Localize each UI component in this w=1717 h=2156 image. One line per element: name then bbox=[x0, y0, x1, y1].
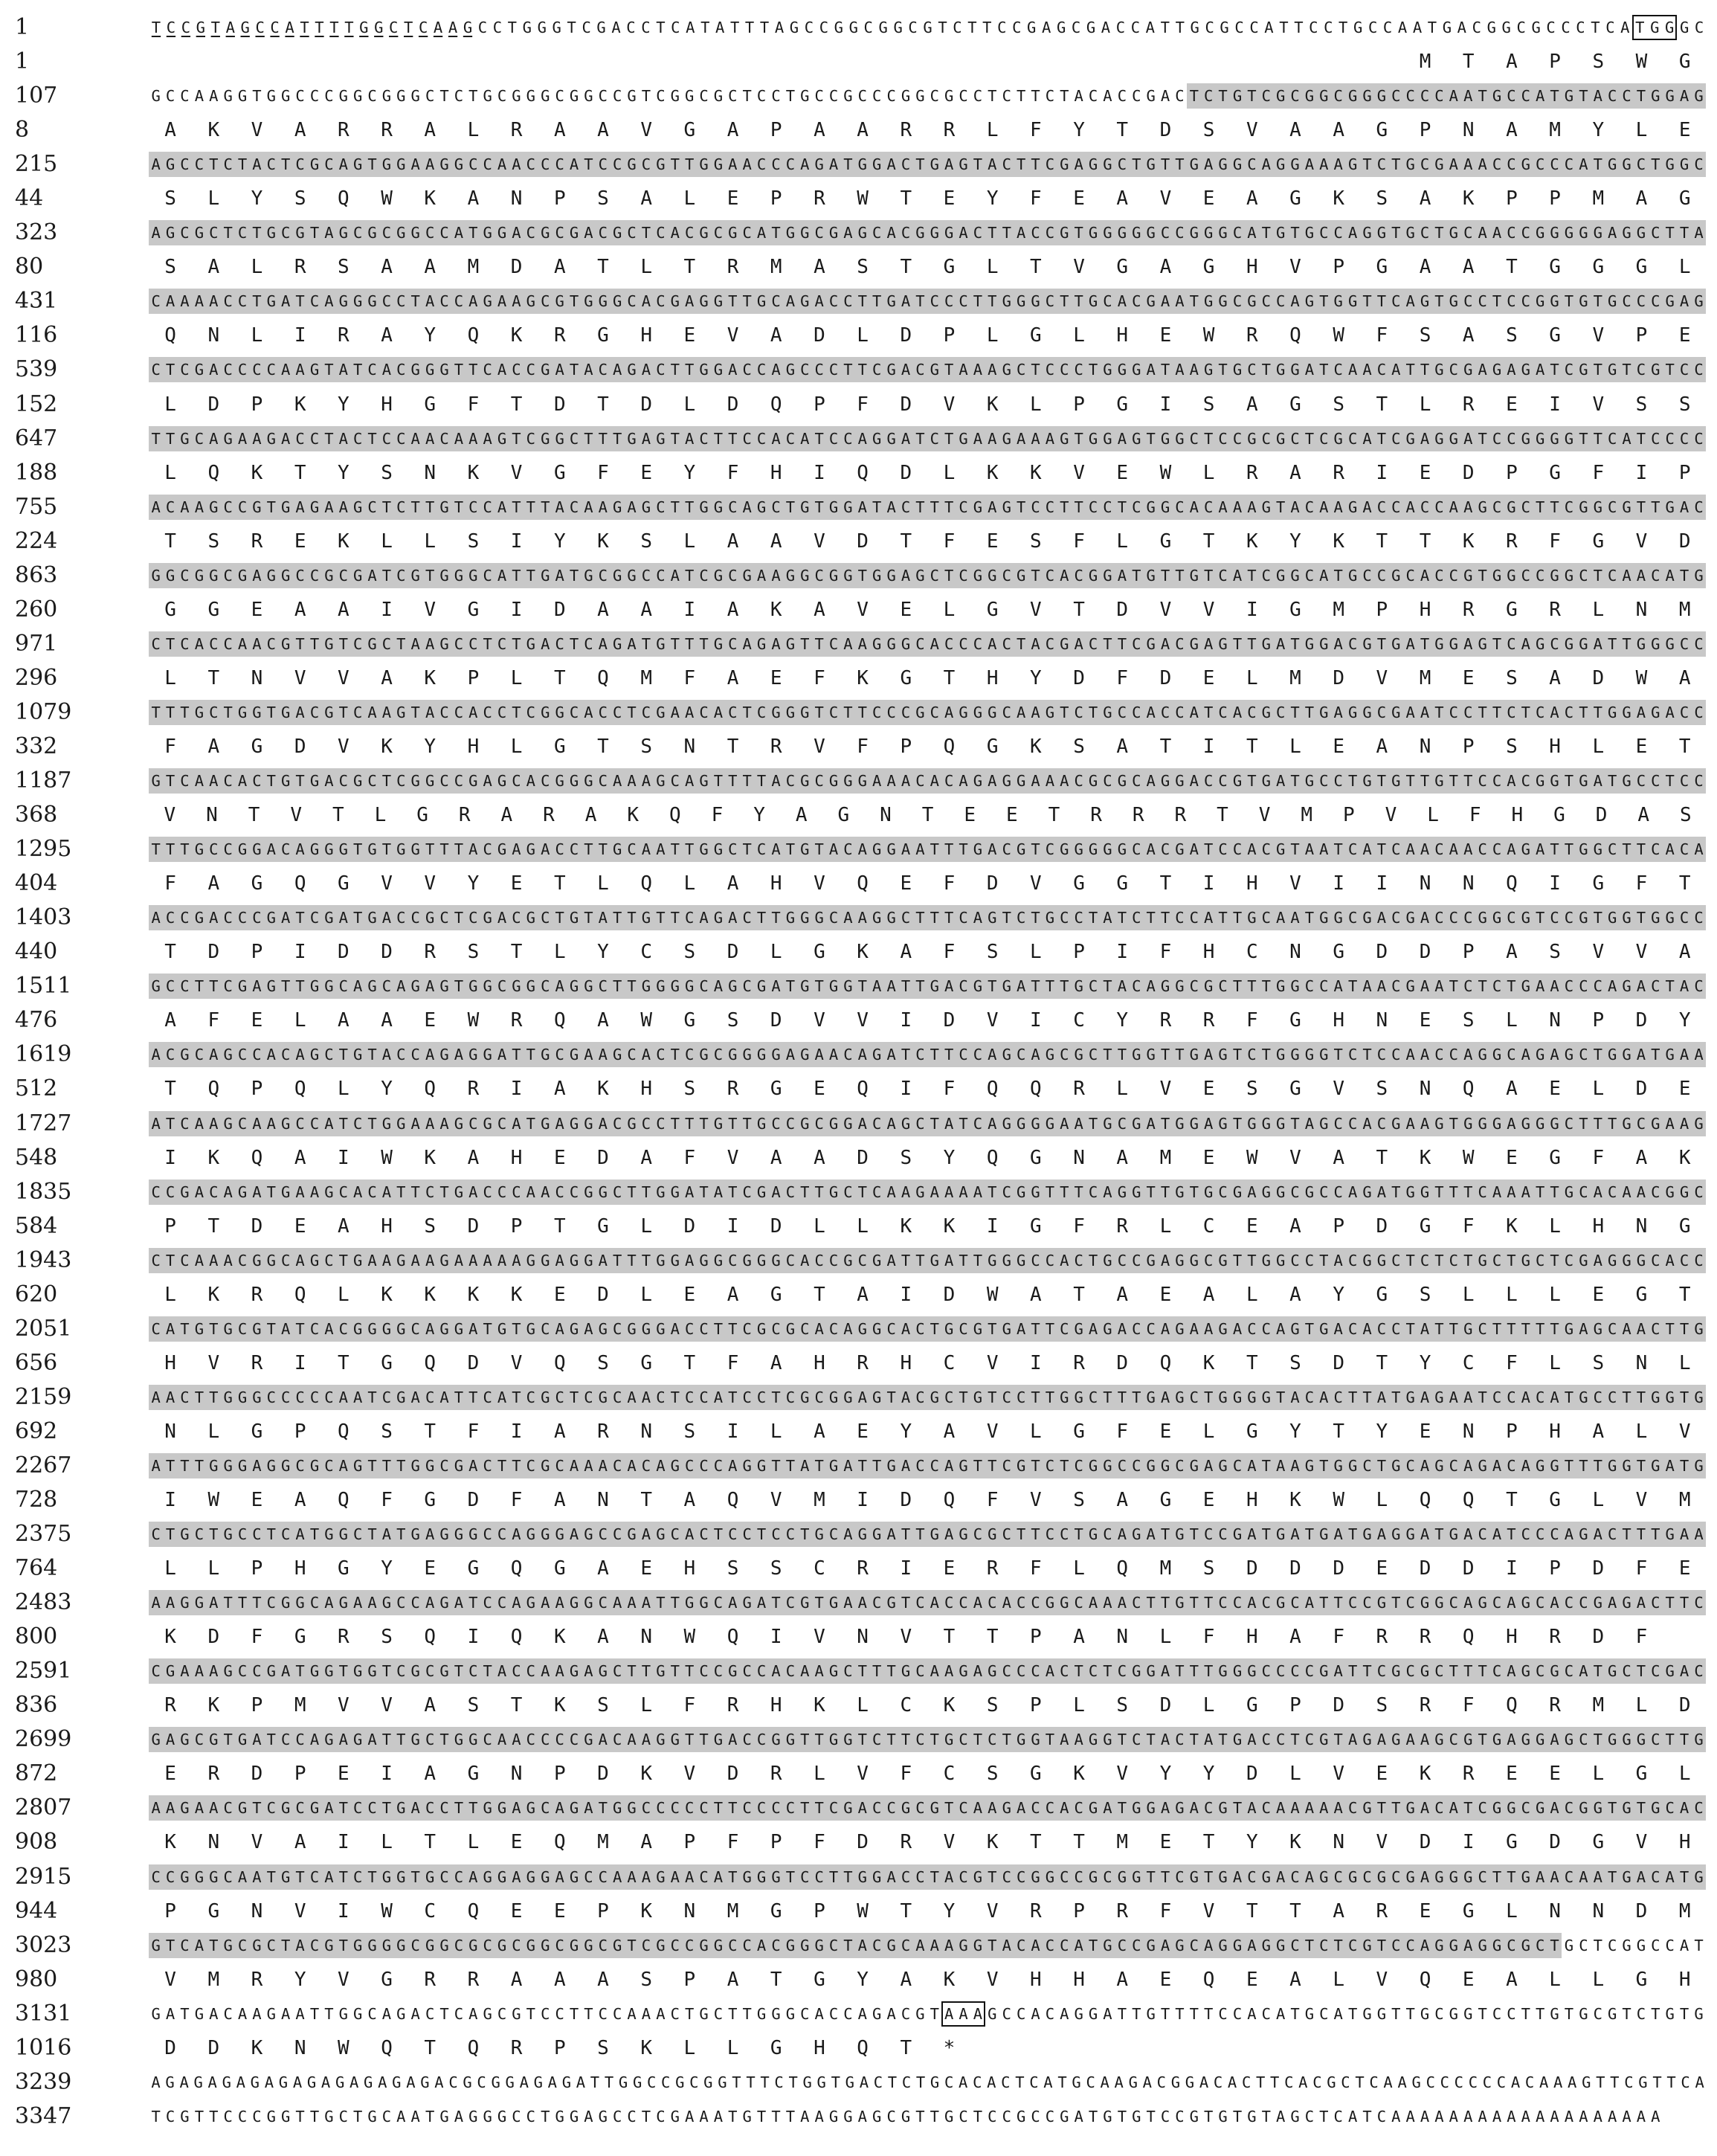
nucleotide-sequence: C C G G G C A A T G T C A T C T G G T G C C A G G A G G A G C C A A A G A A C A T G G G T C C T T G G A C C T A C G T C C G G C C G C G G T T C G T G A C G A C A G C G C G C G A G G G C T T G A A C A A T G A C A T G bbox=[149, 1864, 1707, 1890]
nucleotide-position: 1835 bbox=[15, 1178, 72, 1205]
nucleotide-sequence: A G C G C T C T G C G T A G C G C G G C C A T G G A C G C G A C G C T C A C G C G C A T G G C G A G C A C G G G A C T T A C C G T G G G G G C C G G G C A T G T G C C A G G T G C T G C A A C C G G G G G A G G C T T A bbox=[149, 220, 1707, 245]
nucleotide-row bbox=[15, 1449, 1703, 1483]
amino-acid-row bbox=[15, 1551, 1703, 1586]
nucleotide-position: 755 bbox=[15, 493, 58, 520]
amino-acid-sequence: L L P H G Y E G Q G A E H S S C R I E R F L Q M S D D D E D D I P D F E bbox=[164, 1557, 1691, 1580]
nucleotide-sequence: G C C A A G G T G G C C C G G C G G G C T C T G C G G G C G G C C G T C G G C G C T C C T G C C G C C C G G C G C C T C T T C T A C A C C G A C T C T G T C G C G G C G G G C C C C A A T G C C A T G T A C C T G G A G bbox=[149, 83, 1707, 109]
nucleotide-sequence: G A G C G T G A T C C A G A G A T T G C T G G C A A C C C C G A C A A G G T T G A C C G G T T G G T C T T C T G C T C T G G T A A G G T C T A C T A T G A C C T C G T A G A G A A G C G T G A G G A G C T G G G C T T G bbox=[149, 1727, 1707, 1752]
nucleotide-sequence: A T C A A G C A A G C C A T C T G G A A A G C G C A T G A G G A C G C C T T T G T T G C C G C G G A C A G C T A T C A G G G G A A T G C G A T G G A G T G G G T A G C C A C G A A G T G G G A G G G C T T T G C G A A G bbox=[149, 1111, 1707, 1136]
amino-acid-sequence: K N V A I L T L E Q M A P F P F D R V K T T M E T Y K N V D I G D G V H bbox=[164, 1831, 1691, 1854]
nucleotide-row bbox=[15, 2065, 1703, 2099]
nucleotide-sequence: C T C A C C A A C G T T G T C G C T A A G C C T C T G A C T C A G A T G T T T G C A G A G T T C A A G G G C A C C C A C T A C G A C T T C G A C G A G T T G A T G G A C G T G A T G G A G T C A G C G G A T T G G G C C bbox=[149, 631, 1707, 657]
residue-position: 980 bbox=[15, 1966, 58, 1992]
nucleotide-sequence: A A G G A T T T C G G C A G A A G C C A G A T C C A G A A G G C A A A T T G G C A G A T C G T G A A C G T C A C C A C A C C G G C A A A C T T G T T C C A C G C A T T C C G T C G G C A G C A G C A C C G A G A C T T C bbox=[149, 1590, 1707, 1615]
amino-acid-row bbox=[15, 181, 1703, 216]
sequence-document bbox=[15, 10, 1703, 2134]
nucleotide-sequence: T T T G C T G G T G A C G T C A A G T A C C A C C T C G G C A C C T C G A A C A C T C G G G T C T T C C C G C A G G G C A A G T C T G C C A C C A T C A C G C T T G A G G C G A A T C C T T C T C A C T T G G A G A C C bbox=[149, 700, 1707, 725]
nucleotide-row bbox=[15, 1791, 1703, 1825]
amino-acid-row bbox=[15, 1963, 1703, 1997]
residue-position: 1016 bbox=[15, 2034, 72, 2061]
nucleotide-row bbox=[15, 147, 1703, 181]
nucleotide-row bbox=[15, 969, 1703, 1003]
nucleotide-sequence: T T G C A G A A G A C C T A C T C C A A C A A A G T C G G C T T T G A G T A C T T C C A C A T C C A G G A T C T G A A G A A A G T G G A G T G G C T C C G C G C T C G C A T C G A G G A T C C G G G G T T C A T C C C C bbox=[149, 426, 1707, 451]
nucleotide-sequence: A G A G A G A G A G A G A G A G A G A G A C G C G G A G A G A T T G G C C G C G G T T T C T G G T G A C T C T G C A C A C T C A T G C A A G A C G G A C A C T T C A C G C T C A A G C C C C C C A C A A A G T T C G T T C A bbox=[151, 2073, 1704, 2091]
nucleotide-sequence: T T T G C C G G A C A G G G T G T G G T T T A C G A G A C C T T G C A A T T G G C T C A T G T A C A G G A A T T T G A C G T C G G G G G C A C G A T C C A C G T A A T C A T C A A C A A C C A G A T T G G C T T C A C A bbox=[149, 837, 1707, 862]
nucleotide-sequence: A T T T G G G A G G C G C A G T T T G G C G A C T T C G C A A A C A C A G C C C A G G T T A T G A T T G A C C A G T T C G T C T C G G C C G G C G A G C A T A A G T G G C T G C A G C A G A C A G G T T T G G T G A T G bbox=[149, 1453, 1707, 1478]
nucleotide-row bbox=[15, 559, 1703, 593]
nucleotide-position: 863 bbox=[15, 561, 58, 588]
amino-acid-row bbox=[15, 593, 1703, 627]
amino-acid-row bbox=[15, 1072, 1703, 1106]
nucleotide-position: 1619 bbox=[15, 1041, 72, 1068]
nucleotide-row bbox=[15, 1654, 1703, 1688]
amino-acid-sequence: Q N L I R A Y Q K R G H E V A D L D P L G L H E W R Q W F S A S G V P E bbox=[164, 324, 1691, 347]
amino-acid-sequence: L K R Q L K K K K E D L E A G T A I D W A T A E A L A Y G S L L L E G T bbox=[164, 1283, 1691, 1306]
nucleotide-position: 1403 bbox=[15, 904, 72, 931]
amino-acid-sequence: I K Q A I W K A H E D A F V A A D S Y Q G N A M E W V A T K W E G F A K bbox=[164, 1146, 1691, 1169]
residue-position: 116 bbox=[15, 322, 58, 349]
amino-acid-row bbox=[15, 1415, 1703, 1449]
nucleotide-position: 1295 bbox=[15, 836, 72, 863]
nucleotide-row bbox=[15, 1380, 1703, 1415]
nucleotide-row bbox=[15, 216, 1703, 250]
residue-position: 512 bbox=[15, 1075, 58, 1102]
amino-acid-sequence: P G N V I W C Q E E P K N M G P W T Y V R P R F V T T A R E G L N N D M bbox=[164, 1899, 1691, 1922]
amino-acid-row bbox=[15, 1894, 1703, 1928]
amino-acid-sequence: K D F G R S Q I Q K A N W Q I V N V T T P A N L F H A F R R Q H R D F bbox=[164, 1626, 1648, 1649]
nucleotide-position: 107 bbox=[15, 83, 58, 109]
nucleotide-position: 2699 bbox=[15, 1726, 72, 1753]
nucleotide-position: 215 bbox=[15, 151, 58, 178]
residue-position: 728 bbox=[15, 1487, 58, 1513]
amino-acid-row bbox=[15, 1141, 1703, 1175]
nucleotide-row bbox=[15, 1517, 1703, 1551]
nucleotide-row bbox=[15, 1722, 1703, 1757]
residue-position: 332 bbox=[15, 733, 58, 759]
amino-acid-row bbox=[15, 318, 1703, 353]
nucleotide-sequence: T C C G T A G C C A T T T T G G C T C A A G C C T G G G T C G A C C T C A T A T T T A G C C G G C G G C G T C T T C C G A G C G A C C A T T G C G C C A T T C C T G C C A A T G A C G G C G C C C T C A T G G G C bbox=[149, 15, 1707, 40]
nucleotide-position: 1727 bbox=[15, 1110, 72, 1136]
nucleotide-row bbox=[15, 490, 1703, 524]
nucleotide-position: 2483 bbox=[15, 1589, 72, 1616]
residue-position: 80 bbox=[15, 254, 44, 280]
nucleotide-position: 539 bbox=[15, 356, 58, 383]
nucleotide-position: 2051 bbox=[15, 1315, 72, 1342]
nucleotide-row bbox=[15, 422, 1703, 456]
residue-position: 620 bbox=[15, 1281, 58, 1307]
nucleotide-row bbox=[15, 353, 1703, 387]
amino-acid-row bbox=[15, 1346, 1703, 1380]
amino-acid-sequence: L D P K Y H G F T D T D L D Q P F D V K L P G I S A G S T L R E I V S S bbox=[164, 393, 1691, 416]
residue-position: 224 bbox=[15, 527, 58, 554]
nucleotide-sequence: G A T G A C A A G A A T T G G C A G A C T C A G C G T C C T T C C A A A C T G C T T G G G C A C C A G A C G T A A A G C C A C A G G A T T G T T T T C C A C A T G C A T G G T T G C G G T C C T T G T G C G T C T G T G bbox=[149, 2001, 1707, 2027]
nucleotide-position: 2591 bbox=[15, 1658, 72, 1684]
amino-acid-row bbox=[15, 866, 1703, 901]
nucleotide-row bbox=[15, 1243, 1703, 1278]
nucleotide-row bbox=[15, 1175, 1703, 1209]
nucleotide-sequence: G T C A T G C G C T A C G T G G G G C G G C G C G C G G C G G C G T C G C C G G C C A C G G G C T A C G C A A A G G T A C A C C A T G C C G A G C A G G A G G C T C T C G T C C A G G A G G C G C T G C T C G G C C A T bbox=[149, 1933, 1707, 1958]
residue-position: 944 bbox=[15, 1897, 58, 1924]
amino-acid-sequence: H V R I T G Q D V Q S G T F A H R H C V I R D Q K T S D T Y C F L S N L bbox=[164, 1351, 1691, 1374]
amino-acid-sequence: N L G P Q S T F I A R N S I L A E Y A V L G F E L G Y T Y E N P H A L V bbox=[164, 1420, 1691, 1443]
residue-position: 584 bbox=[15, 1212, 58, 1239]
residue-position: 800 bbox=[15, 1624, 58, 1650]
nucleotide-row bbox=[15, 901, 1703, 935]
amino-acid-sequence: A F E L A A E W R Q A W G S D V V I D V I C Y R R F G H N E S L N P D Y bbox=[164, 1009, 1691, 1032]
amino-acid-row bbox=[15, 1825, 1703, 1859]
residue-position: 476 bbox=[15, 1007, 58, 1034]
nucleotide-sequence: G G C G G C G A G G C C G C G A T C G T G G G C A T T G A T G C G G C C A T C G C G A A G G C G G T G G A G C T C G G C G T C A C G G A T G T T G T C A T C G G C A T G C C G C A C C G T G G C C G G C T C A A C A T G bbox=[149, 563, 1707, 588]
nucleotide-row bbox=[15, 627, 1703, 661]
nucleotide-sequence: A C A A G C C G T G A G A A G C T C T T G T C C A T T T A C A A G A G C T T G G C A G C T G T G G A T A C T T T C G A G T C C T T C C T C G G C A C A A A G T A C A A G A C C A C C A A G C G C T T C G G C G T T G A C bbox=[149, 495, 1707, 520]
nucleotide-row bbox=[15, 832, 1703, 866]
amino-acid-row bbox=[15, 113, 1703, 147]
nucleotide-row bbox=[15, 284, 1703, 318]
amino-acid-row bbox=[15, 2031, 1703, 2065]
amino-acid-row bbox=[15, 1003, 1703, 1037]
nucleotide-sequence: A C G C A G C C A C A G C T G T A C C A G A G G A T T G C G A A G C A C T C G C G G G G A G A A C A G A T C T T C C A G C A G C G C T T G G T T G A G T C T G G G G T C T C C A A C C A G G C A G A G C T G G A T G A A bbox=[149, 1042, 1707, 1067]
amino-acid-sequence: I W E A Q F G D F A N T A Q V M I D Q F V S A G E H K W L Q Q T G L V M bbox=[164, 1489, 1691, 1512]
nucleotide-position: 3131 bbox=[15, 2000, 72, 2027]
amino-acid-sequence: F A G Q G V V Y E T L Q L A H V Q E F D V G G T I H V I I N N Q I G F T bbox=[164, 872, 1691, 895]
amino-acid-row bbox=[15, 935, 1703, 969]
nucleotide-position: 971 bbox=[15, 630, 58, 657]
nucleotide-position: 2267 bbox=[15, 1452, 72, 1478]
residue-position: 692 bbox=[15, 1418, 58, 1444]
nucleotide-row bbox=[15, 10, 1703, 45]
nucleotide-sequence: A A C T T G G G C C C C C A A T C G A C A T T C A T C G C T C G C A A C T C C A T C C T C G C G G A G T A C G C T G T C C T T G G C T T T G A G C T G G G G T A C A C T T A T G A G A A T C C A C A T G C C T T G G T G bbox=[149, 1385, 1707, 1410]
amino-acid-row bbox=[15, 387, 1703, 422]
residue-position: 440 bbox=[15, 939, 58, 965]
nucleotide-position: 2915 bbox=[15, 1863, 72, 1890]
residue-position: 44 bbox=[15, 185, 44, 212]
nucleotide-sequence: G T C A A C A C T G T G A C G C T C G G C C G A G C A C G G G C A A A G C A G T T T T A C G C G G G A A A C A C A G A G G A A A C G C G C A G G A C C G T G A T G C C T G T G T T G T T C C A C G G T G A T G C C T C C bbox=[149, 768, 1707, 794]
nucleotide-position: 3023 bbox=[15, 1931, 72, 1958]
residue-position: 872 bbox=[15, 1760, 58, 1787]
residue-position: 260 bbox=[15, 596, 58, 622]
nucleotide-row bbox=[15, 79, 1703, 113]
amino-acid-sequence: D D K N W Q T Q R P S K L L G H Q T * bbox=[164, 2036, 956, 2059]
amino-acid-row bbox=[15, 1278, 1703, 1312]
nucleotide-position: 1 bbox=[15, 14, 30, 40]
nucleotide-position: 647 bbox=[15, 425, 58, 451]
nucleotide-sequence: C T G C T G C C T C A T G G C T A T G A G G G C C A G G G A G C C G A G C A C T C C T C C T G C A G G A T T G A G C G C T T C C T G C A G A T G T C C G A T G A T G A T G A G G A T G A C A T C C C A G A C T T T G A A bbox=[149, 1522, 1707, 1547]
amino-acid-sequence: L T N V V A K P L T Q M F A E F K G T H Y D F D E L M D V M E S A D W A bbox=[164, 666, 1691, 689]
amino-acid-sequence: R K P M V V A S T K S L F R H K L C K S P L S D L G P D S R F Q R M L D bbox=[164, 1694, 1691, 1717]
amino-acid-row bbox=[15, 661, 1703, 695]
residue-position: 1 bbox=[15, 48, 30, 75]
nucleotide-position: 323 bbox=[15, 219, 58, 246]
amino-acid-row bbox=[15, 798, 1703, 832]
nucleotide-sequence: A G C C T C T A C T C G C A G T G G A A G G C C A A C C C A T C C G C G T T G G A A C C C A G A T G G A C T G A G T A C T T C G A G G C T G T T G A G G C A G G A A A G T C T G C G A A A C C G C C C A T G G C T G G C bbox=[149, 152, 1707, 177]
amino-acid-row bbox=[15, 524, 1703, 559]
residue-position: 836 bbox=[15, 1692, 58, 1719]
nucleotide-sequence: G C C T T C G A G T T G G C A G C A G A G T G G C G G C A G G C T T G G G G C A G C G A T G T G G T A A T T G A C G T G A T T T G C T A C A G G C G C T T T G G C C A T A A C G A A T C T C T G A A C C C A G A C T A C bbox=[149, 974, 1707, 999]
nucleotide-row bbox=[15, 1037, 1703, 1072]
nucleotide-position: 1079 bbox=[15, 698, 72, 725]
residue-position: 188 bbox=[15, 459, 58, 486]
nucleotide-row bbox=[15, 2099, 1703, 2134]
amino-acid-row bbox=[15, 456, 1703, 490]
nucleotide-position: 1187 bbox=[15, 768, 72, 794]
nucleotide-sequence: C C G A C A G A T G A A G C A C A T T C T G A C C C A A C C G G C T T G G A T A T C G A C T T G C T C A A G A A A A T C G G T T T C A G G T T G T G C G A G G C G C C A G A T G G T T T C A A A T T G C A C A A C G G C bbox=[149, 1180, 1707, 1205]
amino-acid-row bbox=[15, 45, 1703, 79]
nucleotide-position: 2375 bbox=[15, 1521, 72, 1548]
nucleotide-sequence: C A A A A C C T G A T C A G G G C C T A C C A G A A G C G T G G G C A C G A G G T T G C A G A C C T T G A T C C C T T G G G C T T G C A C G A A T G G C G C C A G T G G T T C A G T G C C T C C G G T G T G C C C G A G bbox=[149, 289, 1707, 314]
nucleotide-position: 1943 bbox=[15, 1246, 72, 1273]
amino-acid-sequence: V N T V T L G R A R A K Q F Y A G N T E E T R R R T V M P V L F H G D A S bbox=[164, 804, 1692, 827]
nucleotide-position: 3239 bbox=[15, 2068, 72, 2095]
amino-acid-sequence: T S R E K L L S I Y K S L A A V D T F E S F L G T K Y K T T K R F G V D bbox=[164, 530, 1691, 553]
residue-position: 296 bbox=[15, 664, 58, 691]
residue-position: 368 bbox=[15, 802, 58, 828]
nucleotide-row bbox=[15, 1107, 1703, 1141]
nucleotide-row bbox=[15, 1586, 1703, 1620]
amino-acid-sequence: M T A P S W G bbox=[1419, 51, 1691, 74]
nucleotide-row bbox=[15, 1860, 1703, 1894]
amino-acid-sequence: S L Y S Q W K A N P S A L E P R W T E Y F E A V E A G K S A K P P M A G bbox=[164, 187, 1691, 210]
amino-acid-sequence: A K V A R R A L R A A V G A P A A R R L F Y T D S V A A G P N A M Y L E bbox=[164, 119, 1691, 142]
nucleotide-row bbox=[15, 695, 1703, 730]
amino-acid-sequence: G G E A A I V G I D A A I A K A V E L G V T D V V I G M P H R G R L N M bbox=[164, 598, 1691, 621]
amino-acid-sequence: S A L R S A A M D A T L T R M A S T G L T V G A G H V P G A A T G G G L bbox=[164, 256, 1691, 279]
residue-position: 404 bbox=[15, 870, 58, 897]
residue-position: 656 bbox=[15, 1349, 58, 1376]
amino-acid-sequence: T Q P Q L Y Q R I A K H S R G E Q I F Q Q R L V E S G V S N Q A E L D E bbox=[164, 1078, 1691, 1101]
residue-position: 908 bbox=[15, 1829, 58, 1856]
amino-acid-sequence: L Q K T Y S N K V G F E Y F H I Q D L K K V E W L R A R I E D P G F I P bbox=[164, 461, 1691, 484]
amino-acid-sequence: V M R Y V G R R A A A S P A T G Y A K V H H A E Q E A L V Q E A L L G H bbox=[164, 1968, 1691, 1991]
nucleotide-position: 1511 bbox=[15, 973, 72, 1000]
nucleotide-position: 2807 bbox=[15, 1795, 72, 1821]
nucleotide-row bbox=[15, 1312, 1703, 1346]
nucleotide-row bbox=[15, 1997, 1703, 2031]
nucleotide-sequence: C T C G A C C C C A A G T A T C A C G G G T T C A C C G A T A C A G A C T T G G A C C A G C C C T T C G A C G T A A A G C T C C C T G G G A T A A G T G C T G G A T C A A C A T T G C G A G A G A T C G T G T C G T C C bbox=[149, 357, 1707, 382]
residue-position: 152 bbox=[15, 390, 58, 417]
nucleotide-position: 2159 bbox=[15, 1383, 72, 1410]
nucleotide-row bbox=[15, 764, 1703, 798]
amino-acid-row bbox=[15, 1209, 1703, 1243]
amino-acid-row bbox=[15, 1688, 1703, 1722]
nucleotide-sequence: A A G A A C G T C G C G A T C C T G A C C T T G G A G C A G A T G G C C C C C T T C C C C T T C G A C C G C G T C A A G A C C A C G A T G G A G A C G T A C A A A A A C G T T G A C A T C G G C G A C G G T G T G C A C bbox=[149, 1795, 1707, 1821]
residue-position: 764 bbox=[15, 1555, 58, 1582]
nucleotide-row bbox=[15, 1928, 1703, 1963]
amino-acid-row bbox=[15, 730, 1703, 764]
amino-acid-row bbox=[15, 1757, 1703, 1791]
nucleotide-sequence: C A T G T G C G T A T C A C G G G G C A G G A T G T G C A G A G C G G G A C C T T C G C G C A C A G G C A C T G C G T G A T T C G A G A C C A G A A G A C C A G T G A C A C C T A T T G C T T T T T G A G C A A C T T G bbox=[149, 1316, 1707, 1342]
amino-acid-row bbox=[15, 1620, 1703, 1654]
nucleotide-sequence: A C C G A C C C G A T C G A T G A C C G C T C G A C G C T G T A T T G T T C A G A C T T G G G C A A G G C T T T C A G T C T G C C T A T C T T C C A T T G C A A T G G C G A C G A C C C G G C G T C C G T G G T G G C C bbox=[149, 905, 1707, 930]
nucleotide-sequence: T C G T T C C C G G T T G C T G C A A T G A G G G C C T G G A G C C T C G A A A T G T T T A A G G A G C G T T G C T C C G C C G A T G T G T C C G T G T G T A G C T C A T C A A A A A A A A A A A A A A A A A A A bbox=[151, 2107, 1660, 2126]
nucleotide-position: 3347 bbox=[15, 2102, 72, 2129]
amino-acid-row bbox=[15, 1483, 1703, 1517]
residue-position: 8 bbox=[15, 117, 30, 144]
nucleotide-position: 431 bbox=[15, 288, 58, 315]
residue-position: 548 bbox=[15, 1144, 58, 1171]
amino-acid-sequence: T D P I D D R S T L Y C S D L G K A F S L P I F H C N G D D P A S V V A bbox=[164, 941, 1691, 964]
nucleotide-sequence: C G A A A G C C G A T G G T G G T C G C G T C T A C C A A G A G C T T G T T C C G C C A C A A G C T T T G C A A G A G C C C A C T C T C G G A T T T G G G C C C C G A T T C G C G C T T T C A G C G C A T G C T C G A C bbox=[149, 1658, 1707, 1684]
amino-acid-sequence: E R D P E I A G N P D K V D R L V F C S G K V Y Y D L V E K R E E L G L bbox=[164, 1763, 1691, 1786]
nucleotide-sequence: C T C A A A C G G C A G C T G A A G A A G A A A A A G G A G G A T T T G G A G G C G G G C A C C G C G A T T G A T T G G G C C A C T G C C G A G G C G T T G G C C T A C G G C T C T C T G C T G C T C G A G G G C A C C bbox=[149, 1248, 1707, 1273]
amino-acid-sequence: P T D E A H S D P T G L D I D L L K K I G F R L C E A P D G F K L H N G bbox=[164, 1214, 1691, 1238]
amino-acid-row bbox=[15, 250, 1703, 284]
amino-acid-sequence: F A G D V K Y H L G T S N T R V F P Q G K S A T I T L E A N P S H L E T bbox=[164, 735, 1691, 758]
